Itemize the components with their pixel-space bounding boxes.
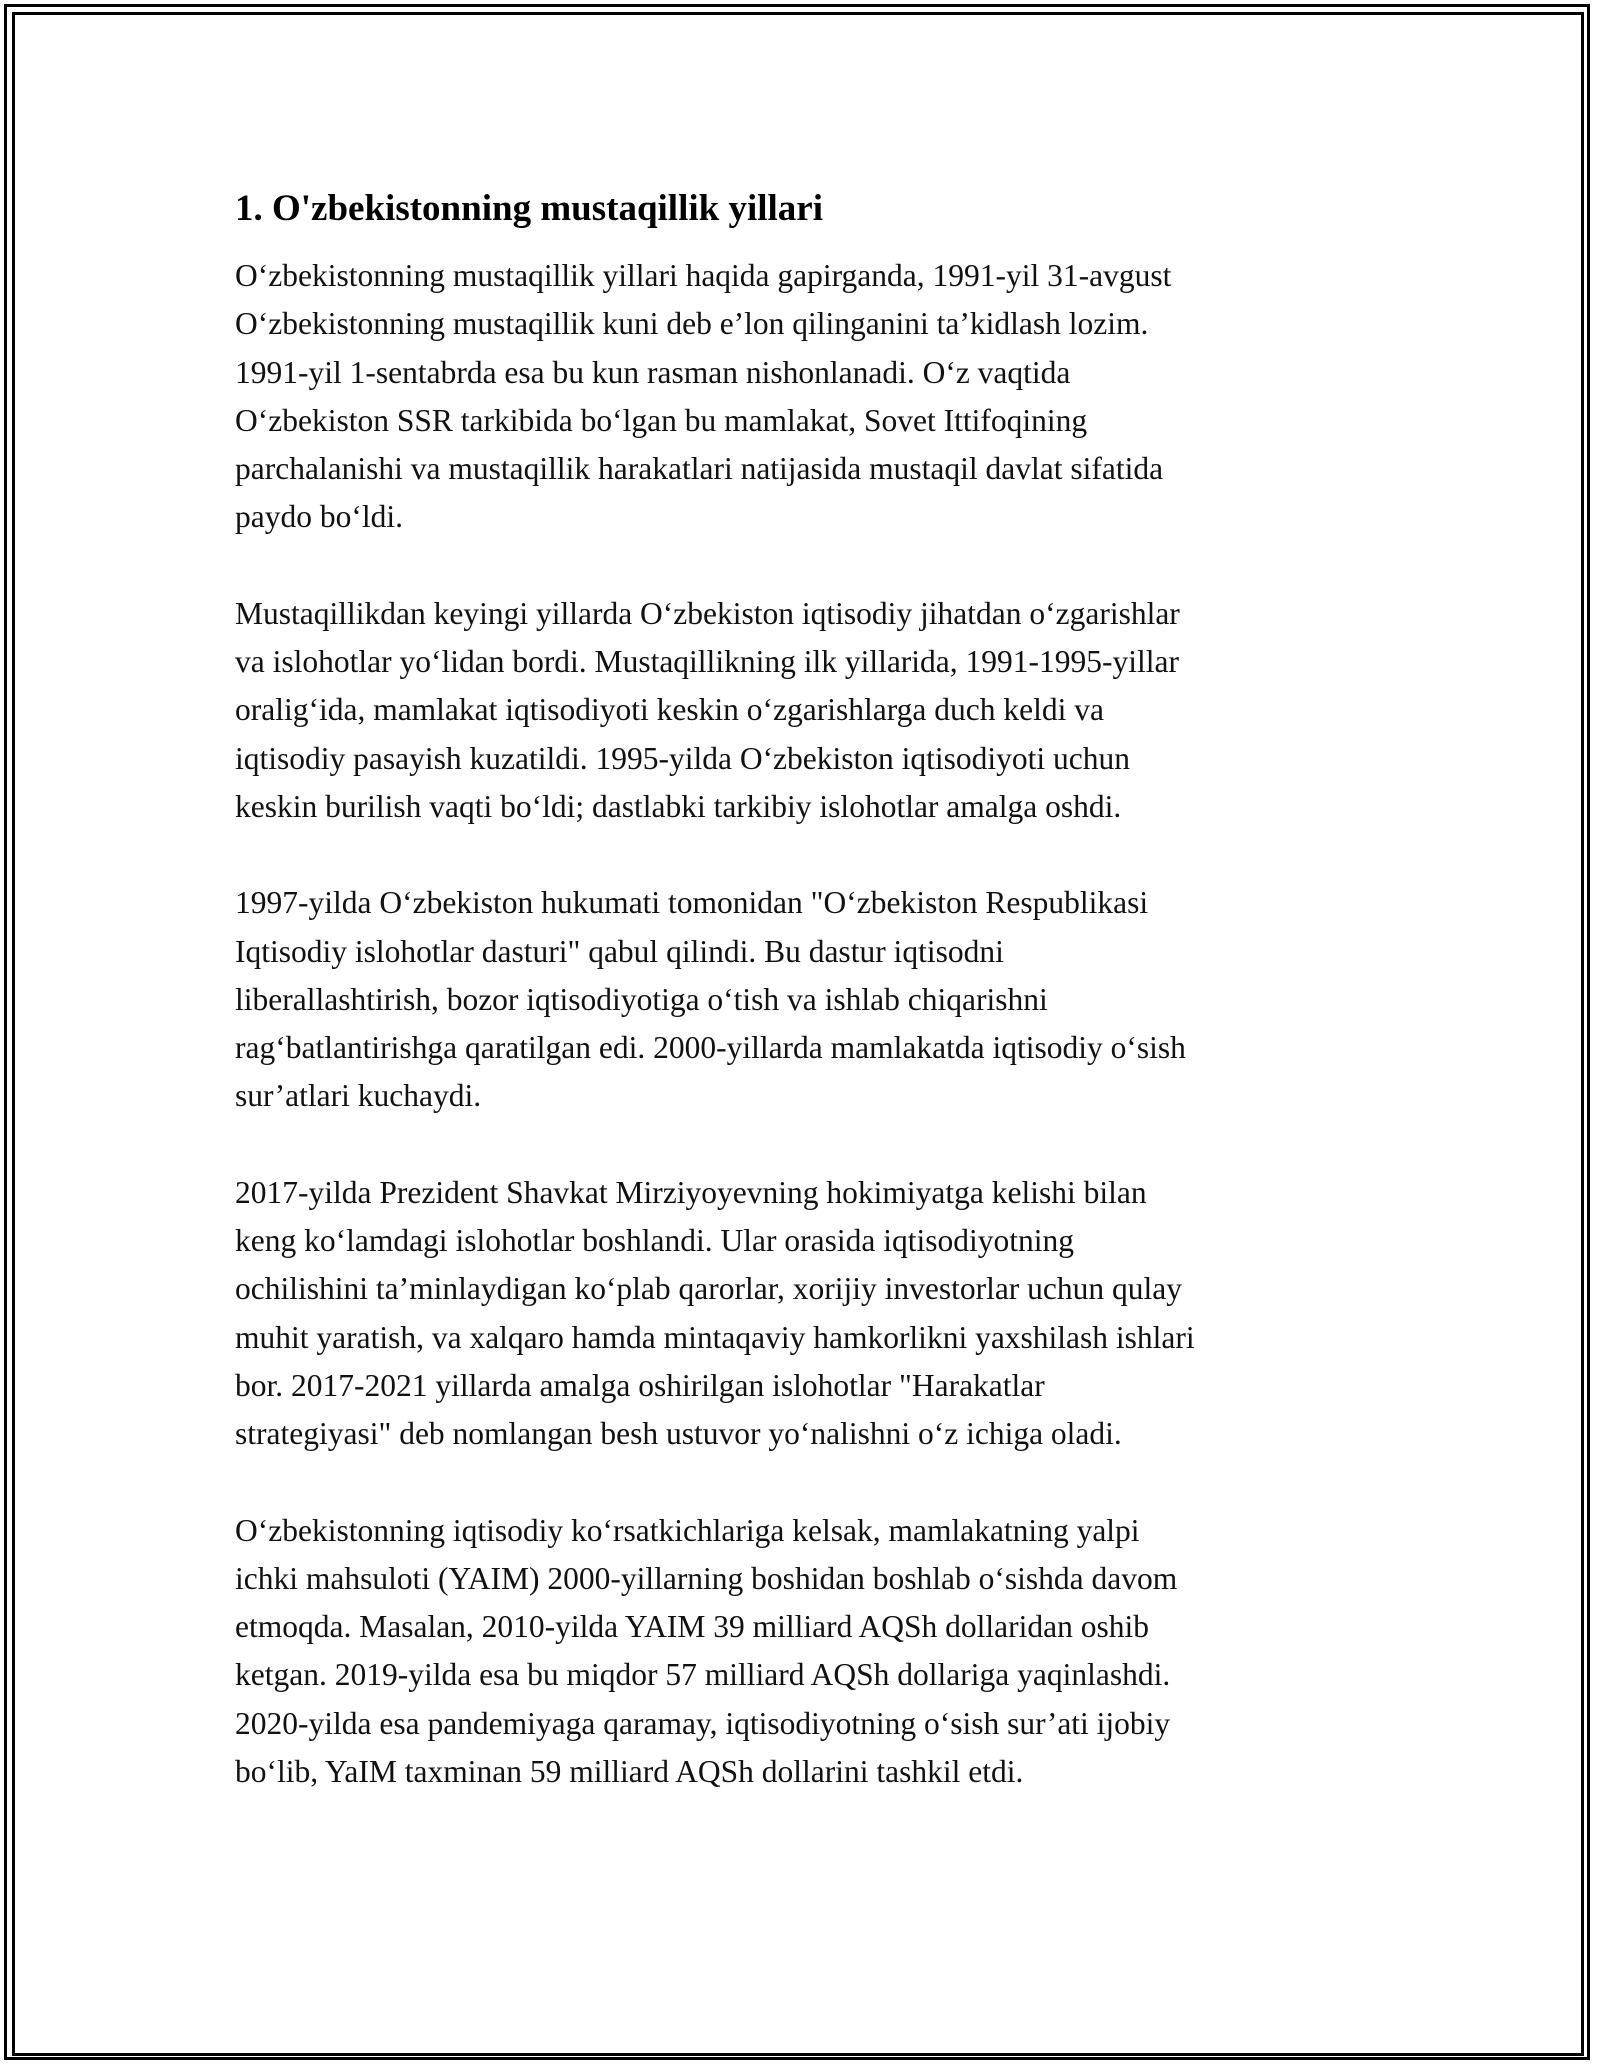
paragraph: O‘zbekistonning mustaqillik yillari haqida gapirganda, 1991-yil 31-avgust O‘zbekistonning mustaqillik kuni deb e’lon qilinganini ta’kidlash lozim. 1991-yil 1-sentabrda esa bu kun rasman nishonlanadi. O‘z vaqtida O‘zbekiston SSR tarkibida bo‘lgan bu mamlakat, Sovet Ittifoqining parchalanishi va mustaqillik harakatlari natijasida mustaqil davlat sifatida paydo bo‘ldi.	[235, 258, 1172, 535]
paragraph: 2017-yilda Prezident Shavkat Mirziyoyevning hokimiyatga kelishi bilan keng ko‘lamdagi islohotlar boshlandi. Ular orasida iqtisodiyotning ochilishini ta’minlaydigan ko‘plab qarorlar, xorijiy investorlar uchun qulay muhit yaratish, va xalqaro hamda mintaqaviy hamkorlikni yaxshilash ishlari bor. 2017-2021 yillarda amalga oshirilgan islohotlar "Harakatlar strategiyasi" deb nomlangan besh ustuvor yo‘nalishni o‘z ichiga oladi.	[235, 1174, 1195, 1452]
paragraph: O‘zbekistonning iqtisodiy ko‘rsatkichlariga kelsak, mamlakatning yalpi ichki mahsuloti (YAIM) 2000-yillarning boshidan boshlab o‘sishda davom etmoqda. Masalan, 2010-yilda YAIM 39 milliard AQSh dollaridan oshib ketgan. 2019-yilda esa bu miqdor 57 milliard AQSh dollariga yaqinlashdi. 2020-yilda esa pandemiyaga qaramay, iqtisodiyotning o‘sish sur’ati ijobiy bo‘lib, YaIM taxminan 59 milliard AQSh dollarini tashkil etdi.	[235, 1512, 1178, 1790]
paragraph: 1997-yilda O‘zbekiston hukumati tomonidan "O‘zbekiston Respublikasi Iqtisodiy islohotlar dasturi" qabul qilindi. Bu dastur iqtisodni liberallashtirish, bozor iqtisodiyotiga o‘tish va ishlab chiqarishni rag‘batlantirishga qaratilgan edi. 2000-yillarda mamlakatda iqtisodiy o‘sish sur’atlari kuchaydi.	[235, 885, 1186, 1114]
document-title: 1. O'zbekistonning mustaqillik yillari	[235, 188, 824, 229]
paragraph: Mustaqillikdan keyingi yillarda O‘zbekiston iqtisodiy jihatdan o‘zgarishlar va islohotlar yo‘lidan bordi. Mustaqillikning ilk yillarida, 1991-1995-yillar oralig‘ida, mamlakat iqtisodiyoti keskin o‘zgarishlarga duch keldi va iqtisodiy pasayish kuzatildi. 1995-yilda O‘zbekiston iqtisodiyoti uchun keskin burilish vaqti bo‘ldi; dastlabki tarkibiy islohotlar amalga oshdi.	[235, 595, 1180, 824]
document-body	[235, 186, 1370, 1844]
